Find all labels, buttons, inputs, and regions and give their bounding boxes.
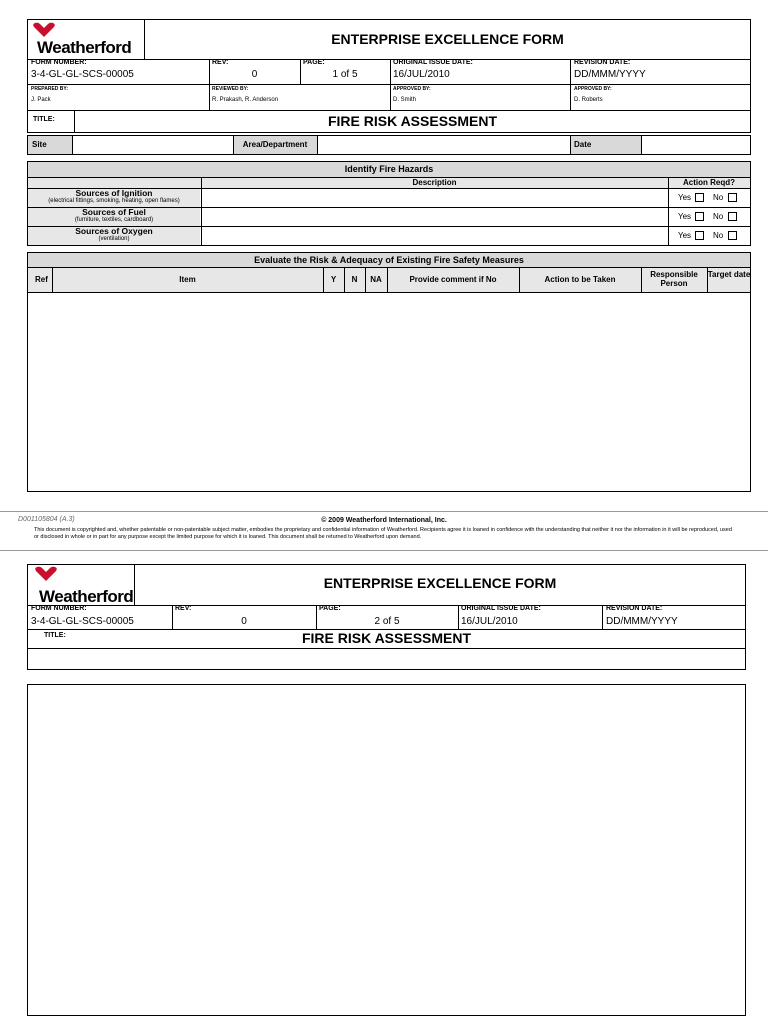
area-input[interactable]	[318, 136, 569, 154]
column-divider	[387, 267, 388, 292]
p1-revision-date: DD/MMM/YYYY	[574, 69, 646, 80]
p2-title: FIRE RISK ASSESSMENT	[301, 630, 472, 646]
hazard-description-input[interactable]	[202, 208, 667, 226]
p2-revision-label: REVISION DATE:	[606, 605, 663, 612]
p1-rev-label: REV:	[212, 59, 229, 66]
p2-rev-label: REV:	[175, 605, 192, 612]
col-responsible: Responsible Person	[650, 270, 698, 288]
p2-title-label: TITLE:	[44, 632, 66, 639]
no-label: No	[713, 212, 724, 221]
hazard-description-input[interactable]	[202, 227, 667, 245]
yes-label: Yes	[678, 231, 692, 240]
p1-issue-label: ORIGINAL ISSUE DATE:	[393, 59, 473, 66]
hazard-description-input[interactable]	[202, 189, 667, 207]
col-target: Target date	[707, 270, 751, 279]
p2-issue-label: ORIGINAL ISSUE DATE:	[461, 605, 541, 612]
col-ref: Ref	[35, 275, 48, 284]
yes-label: Yes	[678, 193, 692, 202]
col-n: N	[351, 275, 358, 284]
p1-title-label: TITLE:	[33, 116, 55, 123]
p1-form-number: 3-4-GL-GL-SCS-00005	[31, 69, 134, 80]
p1-prepared-label: PREPARED BY:	[31, 86, 69, 92]
col-action: Action to be Taken	[544, 275, 616, 284]
hazard-name: Sources of Oxygen	[75, 226, 153, 236]
col-y: Y	[330, 275, 337, 284]
p2-form-number: 3-4-GL-GL-SCS-00005	[31, 616, 134, 627]
no-label: No	[713, 193, 724, 202]
col-na: NA	[370, 275, 382, 284]
p1-title: FIRE RISK ASSESSMENT	[327, 113, 498, 129]
p1-approved2-label: APPROVED BY:	[574, 86, 612, 92]
yes-checkbox[interactable]	[695, 193, 704, 202]
weatherford-logo-icon	[32, 22, 56, 37]
no-checkbox[interactable]	[728, 212, 737, 221]
p2-form-title: ENTERPRISE EXCELLENCE FORM	[323, 575, 557, 591]
no-checkbox[interactable]	[728, 193, 737, 202]
hazard-detail: (electrical fittings, smoking, heating, open flames)	[48, 198, 180, 204]
action-reqd-label: Action Reqd?	[683, 178, 735, 187]
column-divider	[323, 267, 324, 292]
area-label: Area/Department	[242, 140, 308, 149]
p1-prepared: J. Pack	[31, 97, 51, 103]
copyright: © 2009 Weatherford International, Inc.	[321, 517, 447, 524]
yes-checkbox[interactable]	[695, 212, 704, 221]
column-divider	[365, 267, 366, 292]
date-input[interactable]	[642, 136, 750, 154]
p1-page: 1 of 5	[332, 69, 358, 80]
p1-approved2: D. Roberts	[574, 97, 603, 103]
p1-reviewed: R. Prakash, R. Anderson	[212, 97, 279, 103]
weatherford-logo-icon-2	[34, 566, 58, 581]
p1-rev: 0	[251, 69, 258, 80]
p2-issue-date: 16/JUL/2010	[461, 616, 518, 627]
column-divider	[641, 267, 642, 292]
yes-checkbox[interactable]	[695, 231, 704, 240]
row-divider	[27, 292, 751, 293]
column-divider	[707, 267, 708, 292]
p2-revision-date: DD/MMM/YYYY	[606, 616, 678, 627]
col-comment: Provide comment if No	[409, 275, 497, 284]
column-divider	[344, 267, 345, 292]
hazards-heading: Identify Fire Hazards	[344, 164, 434, 174]
site-label: Site	[32, 140, 47, 149]
hazard-name: Sources of Fuel	[82, 207, 146, 217]
hazard-name: Sources of Ignition	[75, 188, 153, 198]
description-label: Description	[412, 178, 457, 187]
brand-name: Weatherford	[37, 38, 132, 57]
p2-rev: 0	[241, 616, 247, 627]
p1-issue-date: 16/JUL/2010	[393, 69, 450, 80]
yes-label: Yes	[678, 212, 692, 221]
p2-form-number-label: FORM NUMBER:	[31, 605, 87, 612]
p2-page: 2 of 5	[374, 616, 400, 627]
p2-page-label: PAGE:	[319, 605, 341, 612]
confidential-notice: This document is copyrighted and, whether patentable or non-patentable subject matter, embodies the proprietary and confidential information of Weatherford. Recipients agree it is loaned in confidence with the understanding that neither it nor the information in it will be reproduced, used or disclosed in whole or in part for any purpose except the limited purpose for which it is loaned. This document shall be returned to Weatherford upon demand.	[34, 527, 732, 540]
p2-evaluate-table	[27, 684, 746, 1016]
p1-approved1-label: APPROVED BY:	[393, 86, 431, 92]
brand-name-2: Weatherford	[39, 587, 134, 606]
date-label: Date	[574, 140, 592, 149]
col-item: Item	[179, 275, 196, 284]
p1-form-number-label: FORM NUMBER:	[31, 59, 87, 66]
hazard-detail: (ventilation)	[98, 236, 130, 242]
evaluate-heading: Evaluate the Risk & Adequacy of Existing Fire Safety Measures	[254, 255, 524, 265]
column-divider	[52, 267, 53, 292]
hazard-detail: (furniture, textiles, cardboard)	[74, 217, 154, 223]
p1-revision-label: REVISION DATE:	[574, 59, 631, 66]
no-label: No	[713, 231, 724, 240]
p1-reviewed-label: REVIEWED BY:	[212, 86, 249, 92]
site-input[interactable]	[73, 136, 232, 154]
column-divider	[519, 267, 520, 292]
p1-page-label: PAGE:	[303, 59, 325, 66]
doc-code: D001105804 (A.3)	[18, 516, 75, 523]
p1-approved1: D. Smith	[393, 97, 417, 103]
p1-form-title: ENTERPRISE EXCELLENCE FORM	[331, 31, 564, 47]
no-checkbox[interactable]	[728, 231, 737, 240]
